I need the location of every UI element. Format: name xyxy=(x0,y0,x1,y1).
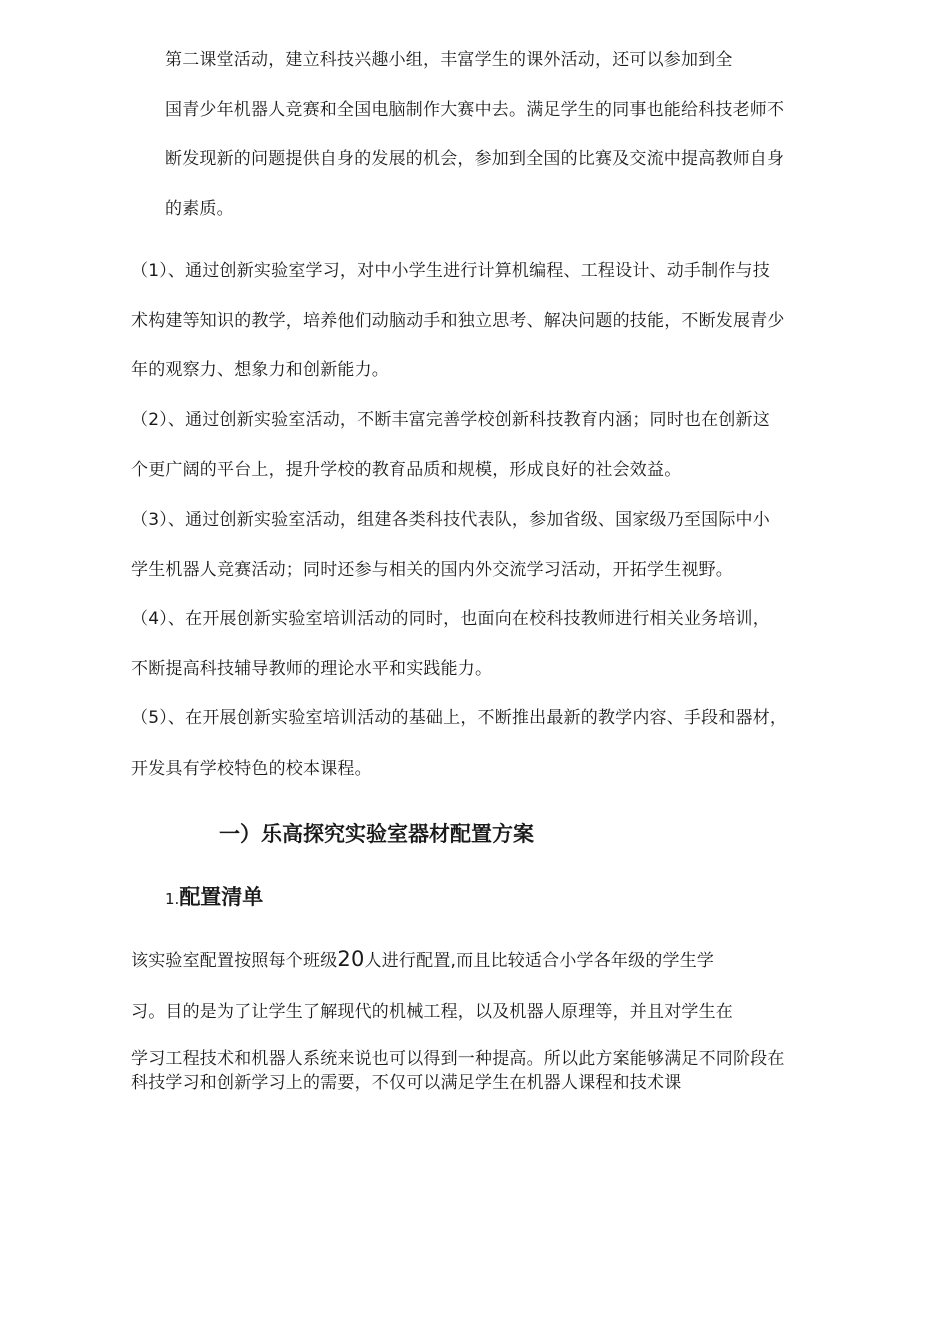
intro-line-3: 断发现新的问题提供自身的发展的机会，参加到全国的比赛及交流中提高教师自身 xyxy=(165,149,785,169)
item-1-line-1: （1）、通过创新实验室学习，对中小学生进行计算机编程、工程设计、动手制作与技 xyxy=(131,261,770,281)
config-line-3: 学习工程技术和机器人系统来说也可以得到一种提高。所以此方案能够满足不同阶段在 xyxy=(131,1049,785,1069)
config-line-1b: 人进行配置,而且比较适合小学各年级的学生学 xyxy=(364,951,715,971)
item-1-line-3: 年的观察力、想象力和创新能力。 xyxy=(131,360,389,380)
item-4-line-1: （4）、在开展创新实验室培训活动的同时，也面向在校科技教师进行相关业务培训， xyxy=(131,609,770,629)
item-2-line-2: 个更广阔的平台上，提升学校的教育品质和规模，形成良好的社会效益。 xyxy=(131,460,682,480)
intro-line-2: 国青少年机器人竞赛和全国电脑制作大赛中去。满足学生的同事也能给科技老师不 xyxy=(165,100,785,120)
item-2-line-1: （2）、通过创新实验室活动，不断丰富完善学校创新科技教育内涵；同时也在创新这 xyxy=(131,410,770,430)
intro-line-1: 第二课堂活动，建立科技兴趣小组，丰富学生的课外活动，还可以参加到全 xyxy=(165,50,733,70)
item-4-line-2: 不断提高科技辅导教师的理论水平和实践能力。 xyxy=(131,659,493,679)
item-3-line-2: 学生机器人竞赛活动；同时还参与相关的国内外交流学习活动，开拓学生视野。 xyxy=(131,560,733,580)
intro-line-4: 的素质。 xyxy=(165,199,234,219)
section-heading: 一）乐高探究实验室器材配置方案 xyxy=(219,822,534,846)
item-5-line-2: 开发具有学校特色的校本课程。 xyxy=(131,759,372,779)
subsection-heading xyxy=(165,884,263,912)
config-line-4: 科技学习和创新学习上的需要，不仅可以满足学生在机器人课程和技术课 xyxy=(131,1073,682,1093)
item-1-line-2: 术构建等知识的教学，培养他们动脑动手和独立思考、解决问题的技能，不断发展青少 xyxy=(131,311,785,331)
subsection-title: 配置清单 xyxy=(179,885,264,909)
subsection-number: 1. xyxy=(165,890,180,908)
config-line-1a: 该实验室配置按照每个班级 xyxy=(131,951,338,971)
config-line-2: 习。目的是为了让学生了解现代的机械工程，以及机器人原理等，并且对学生在 xyxy=(131,1002,733,1022)
item-5-line-1: （5）、在开展创新实验室培训活动的基础上，不断推出最新的教学内容、手段和器材， xyxy=(131,708,788,728)
item-3-line-1: （3）、通过创新实验室活动，组建各类科技代表队，参加省级、国家级乃至国际中小 xyxy=(131,510,770,530)
config-line-1 xyxy=(131,949,714,971)
config-class-size: 20 xyxy=(337,947,365,971)
